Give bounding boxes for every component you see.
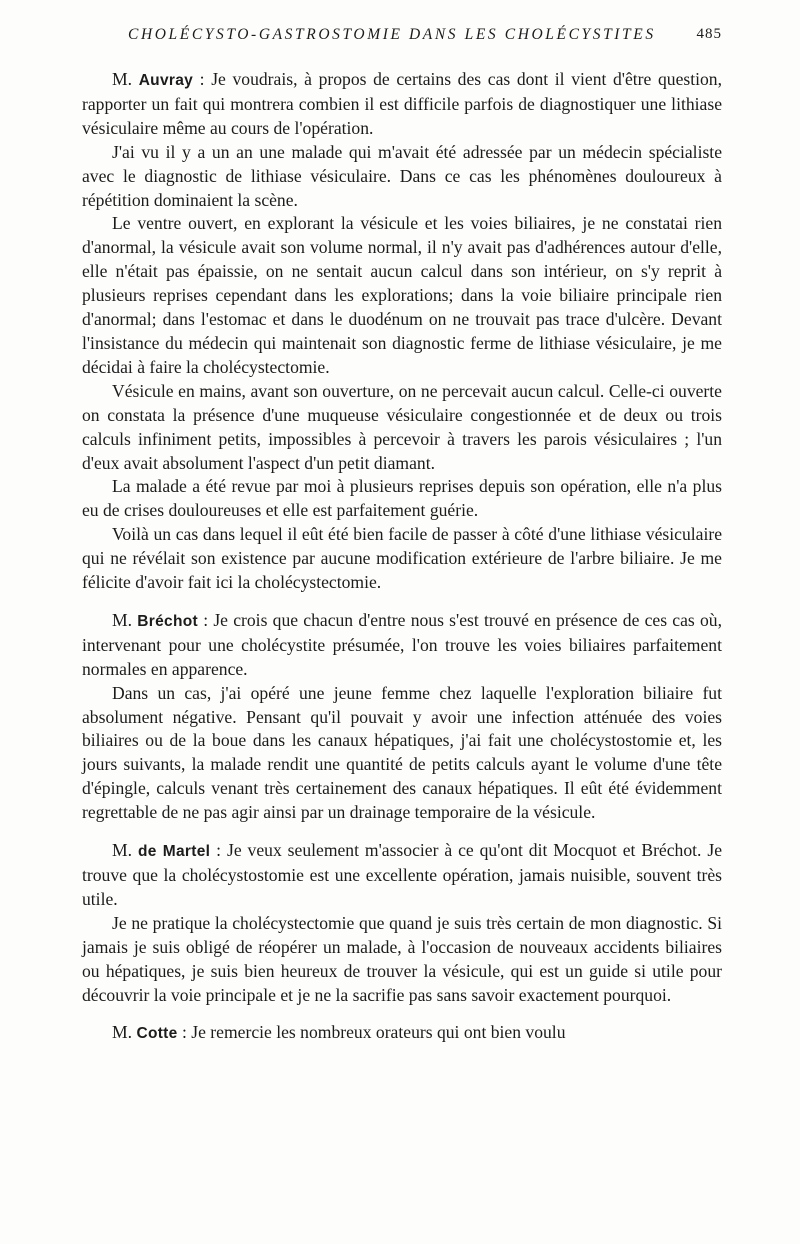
paragraph-text: : Je crois que chacun d'entre nous s'est trouvé en présence de ces cas où, intervenant pour une cholécystite présumée, l'on trouve les voies biliaires parfaitement normales en apparence. (82, 609, 723, 679)
speaker-name-cotte: Cotte (136, 1025, 178, 1043)
page-number: 485 (696, 26, 722, 42)
paragraph-auvray-intro (82, 68, 722, 141)
paragraph: La malade a été revue par moi à plusieurs reprises depuis son opération, elle n'a plus eu de crises douloureuses et elle est parfaitement guérie. (82, 476, 722, 521)
speaker-name-brechot: Bréchot (137, 612, 198, 630)
paragraph-cotte-intro (82, 1021, 722, 1046)
paragraph-brechot-intro (82, 609, 722, 682)
paragraph: J'ai vu il y a un an une malade qui m'avait été adressée par un médecin spécialiste avec le diagnostic de lithiase vésiculaire. Dans ce cas les phénomènes douloureux à répétition dominaient la scène. (82, 141, 722, 210)
paragraph: Je ne pratique la cholécystectomie que quand je suis très certain de mon diagnostic. Si jamais je suis obligé de réopérer un malade, à l'occasion de nouveaux accidents biliaires ou hépatiques, je suis bien heureux de trouver la vésicule, qui est un guide si utile pour découvrir la voie principale et je ne la sacrifie pas sans savoir exactement pourquoi. (82, 912, 722, 1005)
paragraph-text: : Je remercie les nombreux orateurs qui ont bien voulu (177, 1022, 566, 1043)
paragraph-de-martel-intro (82, 839, 722, 912)
speaker-name-auvray: Auvray (138, 72, 194, 89)
running-head-title: CHOLÉCYSTO-GASTROSTOMIE DANS LES CHOLÉCYSTITES (128, 26, 656, 43)
paragraph-text: : Je veux seulement m'associer à ce qu'ont dit Mocquot et Bréchot. Je trouve que la cholécystostomie est une excellente opération, jamais nuisible, souvent très utile. (82, 840, 722, 909)
paragraph: Dans un cas, j'ai opéré une jeune femme chez laquelle l'exploration biliaire fut absolument négative. Pensant qu'il pouvait y avoir une infection atténuée des voies biliaires ou de la boue dans les canaux hépatiques, j'ai fait une cholécystostomie et, les jours suivants, la malade rendit une quantité de petits calculs ayant le volume d'une tête d'épingle, calculs venant très certainement des canaux hépatiques. Il eût été évidemment regrettable de ne pas agir ainsi par un drainage temporaire de la vésicule. (82, 682, 722, 823)
speaker-name-de-martel: de Martel (137, 843, 211, 861)
paragraph: Le ventre ouvert, en explorant la vésicule et les voies biliaires, je ne constatai rien d'anormal, la vésicule avait son volume normal, il n'y avait pas d'adhérences autour d'elle, elle n'était pas épaissie, on ne sentait aucun calcul dans son intérieur, on s'y reprit à plusieurs reprises cependant dans les explorations; dans la voie biliaire principale rien d'anormal; dans l'estomac et dans le duodénum on ne trouvait pas trace d'ulcère. Devant l'insistance du médecin qui maintenait son diagnostic ferme de lithiase vésiculaire, je me décidai à faire la cholécystectomie. (82, 213, 722, 377)
speaker-prefix: M. (112, 69, 133, 89)
speaker-prefix: M. (112, 1022, 133, 1043)
paragraph: Voilà un cas dans lequel il eût été bien facile de passer à côté d'une lithiase vésiculaire qui ne révélait son existence par aucune modification extérieure de l'arbre biliaire. Je me félicite d'avoir fait ici la cholécystectomie. (82, 524, 722, 593)
paragraph-text: : Je voudrais, à propos de certains des cas dont il vient d'être question, rapporter un fait qui montrera combien il est difficile parfois de diagnostiquer une lithiase vésiculaire même au cours de l'opération. (82, 69, 722, 138)
speaker-prefix: M. (112, 840, 133, 861)
running-head (82, 26, 722, 50)
paragraph: Vésicule en mains, avant son ouverture, on ne percevait aucun calcul. Celle-ci ouverte on constata la présence d'une muqueuse vésiculaire congestionnée et de deux ou trois calculs infiniment petits, impossibles à percevoir à travers les parois vésiculaires ; l'un d'eux avait absolument l'aspect d'un petit diamant. (82, 380, 722, 473)
speaker-prefix: M. (112, 609, 133, 630)
body-text (82, 68, 722, 1046)
